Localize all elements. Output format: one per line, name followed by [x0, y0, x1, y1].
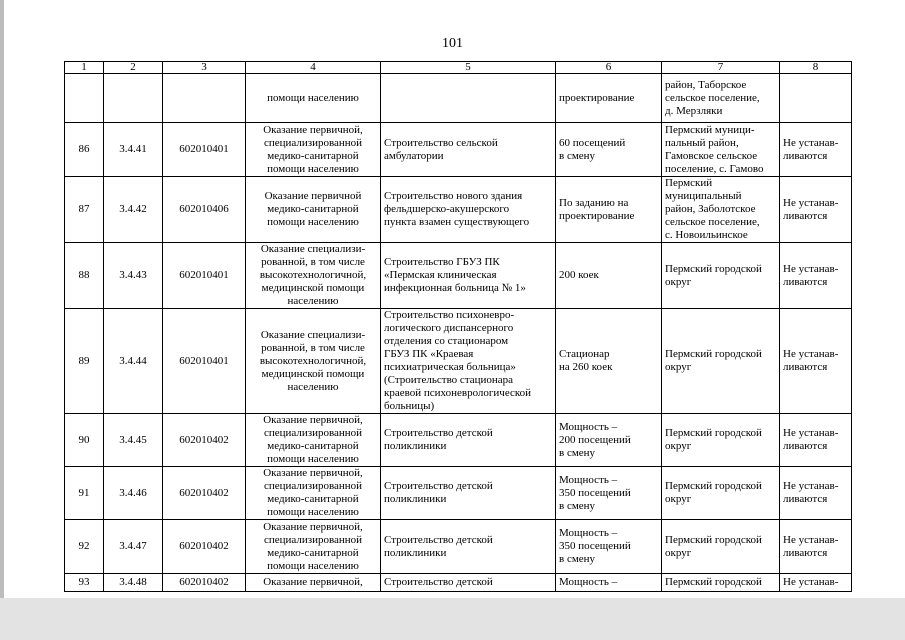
- table-row: [65, 123, 852, 177]
- object-code-cell: [163, 74, 246, 123]
- purpose-cell: Оказание первичной, специализированной медико-санитарной помощи населению: [246, 414, 381, 467]
- purpose-cell: Оказание специализи- рованной, в том числе высокотехнологичной, медицинской помощи населению: [246, 243, 381, 309]
- object-code-cell: 602010401: [163, 243, 246, 309]
- section-code-cell: 3.4.43: [104, 243, 163, 309]
- zone-cell: [780, 74, 852, 123]
- section-code-cell: 3.4.42: [104, 177, 163, 243]
- object-name-cell: Строительство детской поликлиники: [381, 414, 556, 467]
- table-header-row: [65, 62, 852, 74]
- page-bottom-strip: [0, 598, 905, 640]
- section-code-cell: [104, 74, 163, 123]
- header-cell: 7: [662, 62, 780, 74]
- zone-cell: Не устанав- ливаются: [780, 520, 852, 574]
- section-code-cell: 3.4.45: [104, 414, 163, 467]
- table-row: [65, 243, 852, 309]
- location-cell: Пермский городской округ: [662, 467, 780, 520]
- object-name-cell: Строительство детской поликлиники: [381, 467, 556, 520]
- zone-cell: Не устанав- ливаются: [780, 467, 852, 520]
- location-cell: Пермский муниципальный район, Заболотское сельское поселение, с. Новоильинское: [662, 177, 780, 243]
- row-number-cell: 91: [65, 467, 104, 520]
- characteristics-cell: проектирование: [556, 74, 662, 123]
- section-code-cell: 3.4.41: [104, 123, 163, 177]
- location-cell: Пермский городской: [662, 574, 780, 592]
- table-row: [65, 309, 852, 414]
- object-code-cell: 602010402: [163, 414, 246, 467]
- purpose-cell: помощи населению: [246, 74, 381, 123]
- table-row: [65, 467, 852, 520]
- object-code-cell: 602010406: [163, 177, 246, 243]
- row-number-cell: 93: [65, 574, 104, 592]
- header-cell: 4: [246, 62, 381, 74]
- header-cell: 6: [556, 62, 662, 74]
- object-name-cell: Строительство детской поликлиники: [381, 520, 556, 574]
- table-row: [65, 414, 852, 467]
- table-row: [65, 520, 852, 574]
- purpose-cell: Оказание первичной, специализированной медико-санитарной помощи населению: [246, 520, 381, 574]
- characteristics-cell: Мощность – 350 посещений в смену: [556, 467, 662, 520]
- row-number-cell: [65, 74, 104, 123]
- page-left-edge: [0, 0, 4, 640]
- object-name-cell: Строительство детской: [381, 574, 556, 592]
- characteristics-cell: 60 посещений в смену: [556, 123, 662, 177]
- section-code-cell: 3.4.48: [104, 574, 163, 592]
- zone-cell: Не устанав-: [780, 574, 852, 592]
- purpose-cell: Оказание первичной, специализированной медико-санитарной помощи населению: [246, 123, 381, 177]
- purpose-cell: Оказание первичной, специализированной медико-санитарной помощи населению: [246, 467, 381, 520]
- header-cell: 3: [163, 62, 246, 74]
- zone-cell: Не устанав- ливаются: [780, 414, 852, 467]
- header-cell: 2: [104, 62, 163, 74]
- row-number-cell: 92: [65, 520, 104, 574]
- section-code-cell: 3.4.46: [104, 467, 163, 520]
- object-code-cell: 602010402: [163, 520, 246, 574]
- location-cell: Пермский городской округ: [662, 414, 780, 467]
- section-code-cell: 3.4.44: [104, 309, 163, 414]
- section-code-cell: 3.4.47: [104, 520, 163, 574]
- page-number: 101: [442, 36, 463, 51]
- location-cell: Пермский городской округ: [662, 520, 780, 574]
- location-cell: Пермский городской округ: [662, 309, 780, 414]
- object-code-cell: 602010401: [163, 309, 246, 414]
- zone-cell: Не устанав- ливаются: [780, 243, 852, 309]
- location-cell: Пермский муници- пальный район, Гамовское сельское поселение, с. Гамово: [662, 123, 780, 177]
- table-row: [65, 177, 852, 243]
- header-cell: 1: [65, 62, 104, 74]
- characteristics-cell: Мощность – 200 посещений в смену: [556, 414, 662, 467]
- row-number-cell: 86: [65, 123, 104, 177]
- location-cell: Пермский городской округ: [662, 243, 780, 309]
- row-number-cell: 87: [65, 177, 104, 243]
- row-number-cell: 89: [65, 309, 104, 414]
- object-code-cell: 602010402: [163, 574, 246, 592]
- object-name-cell: Строительство сельской амбулатории: [381, 123, 556, 177]
- header-cell: 5: [381, 62, 556, 74]
- characteristics-cell: 200 коек: [556, 243, 662, 309]
- table-row: [65, 574, 852, 592]
- row-number-cell: 88: [65, 243, 104, 309]
- zone-cell: Не устанав- ливаются: [780, 177, 852, 243]
- object-name-cell: Строительство ГБУЗ ПК «Пермская клиническая инфекционная больница № 1»: [381, 243, 556, 309]
- purpose-cell: Оказание первичной медико-санитарной помощи населению: [246, 177, 381, 243]
- zone-cell: Не устанав- ливаются: [780, 309, 852, 414]
- object-code-cell: 602010402: [163, 467, 246, 520]
- data-table: [64, 61, 852, 592]
- zone-cell: Не устанав- ливаются: [780, 123, 852, 177]
- characteristics-cell: Мощность – 350 посещений в смену: [556, 520, 662, 574]
- object-name-cell: Строительство психоневро- логического диспансерного отделения со стационаром ГБУЗ ПК «Краевая психиатрическая больница» (Строительство стационара краевой психоневрологической больницы): [381, 309, 556, 414]
- location-cell: район, Таборское сельское поселение, д. Мерзляки: [662, 74, 780, 123]
- object-name-cell: [381, 74, 556, 123]
- characteristics-cell: Стационар на 260 коек: [556, 309, 662, 414]
- purpose-cell: Оказание первичной,: [246, 574, 381, 592]
- row-number-cell: 90: [65, 414, 104, 467]
- object-code-cell: 602010401: [163, 123, 246, 177]
- table-row: [65, 74, 852, 123]
- purpose-cell: Оказание специализи- рованной, в том числе высокотехнологичной, медицинской помощи населению: [246, 309, 381, 414]
- header-cell: 8: [780, 62, 852, 74]
- characteristics-cell: Мощность –: [556, 574, 662, 592]
- characteristics-cell: По заданию на проектирование: [556, 177, 662, 243]
- object-name-cell: Строительство нового здания фельдшерско-акушерского пункта взамен существующего: [381, 177, 556, 243]
